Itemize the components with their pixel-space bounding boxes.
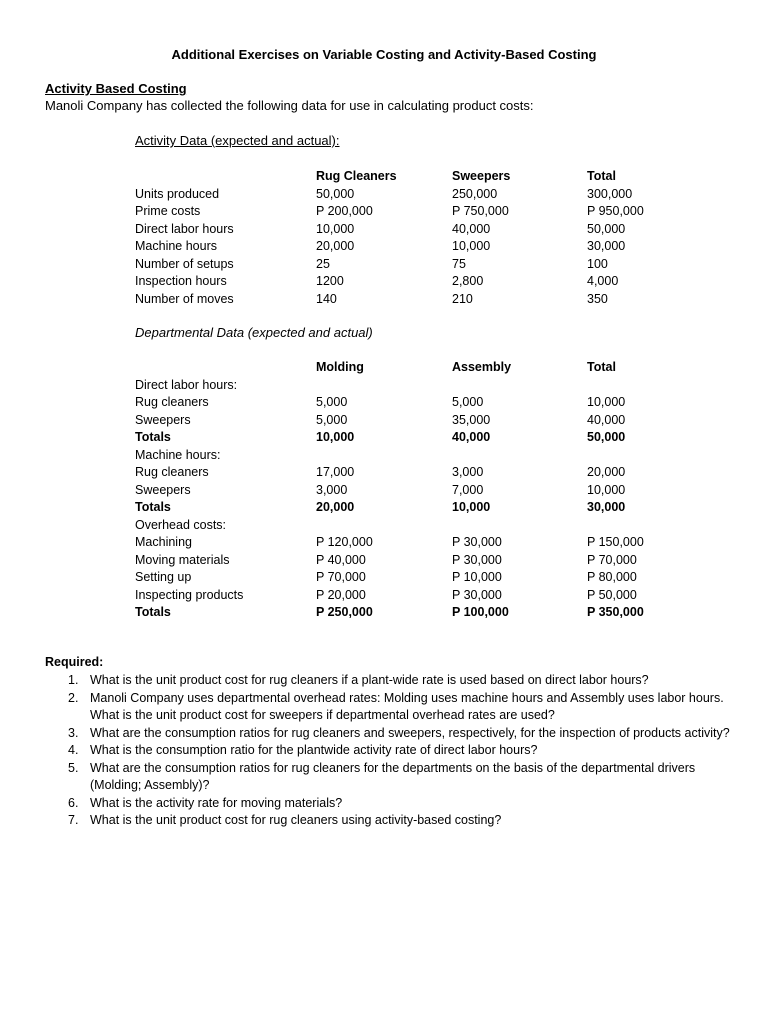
list-item-number: 3. — [68, 725, 79, 740]
table-cell: 10,000 — [587, 482, 626, 497]
row-label: Setting up — [135, 570, 192, 584]
row-label: Rug cleaners — [135, 395, 209, 409]
row-label: Number of setups — [135, 256, 234, 271]
list-item — [45, 760, 735, 795]
table-cell: 350 — [587, 291, 608, 306]
table-cell: 250,000 — [452, 186, 498, 201]
table-cell: P 70,000 — [587, 552, 637, 567]
table-cell: P 30,000 — [452, 535, 502, 549]
table-cell: 75 — [452, 256, 466, 271]
table-cell: 10,000 — [316, 430, 355, 444]
table-cell: 20,000 — [587, 465, 626, 479]
row-label: Sweepers — [135, 412, 191, 427]
departmental-data-table — [135, 359, 695, 621]
required-list — [45, 672, 735, 830]
list-item-text: What is the activity rate for moving materials? — [90, 795, 343, 810]
table-cell: 5,000 — [452, 395, 484, 409]
intro-text: Manoli Company has collected the following data for use in calculating product costs: — [45, 98, 534, 113]
list-item-number: 1. — [68, 673, 79, 687]
table-cell: 10,000 — [316, 221, 355, 236]
table-cell: 2,800 — [452, 274, 484, 288]
list-item — [45, 795, 735, 813]
table-cell: P 70,000 — [316, 570, 366, 584]
table-cell: 40,000 — [452, 430, 491, 444]
table-cell: P 30,000 — [452, 587, 502, 602]
list-item-text: What is the unit product cost for rug cleaners using activity-based costing? — [90, 813, 502, 827]
row-label: Totals — [135, 430, 171, 444]
column-header: Molding — [316, 360, 364, 374]
list-item-number: 4. — [68, 743, 79, 757]
list-item-text: What are the consumption ratios for rug cleaners for the departments on the basis of the departmental drivers (Molding; Assembly)? — [90, 760, 696, 792]
table-cell: 3,000 — [452, 465, 484, 479]
column-header: Rug Cleaners — [316, 169, 397, 183]
row-label: Moving materials — [135, 552, 230, 567]
table-cell: 5,000 — [316, 395, 348, 409]
row-label: Totals — [135, 605, 171, 619]
table-cell: 140 — [316, 291, 337, 306]
row-label: Inspecting products — [135, 587, 244, 602]
table-cell: 10,000 — [587, 395, 626, 409]
row-label: Machining — [135, 535, 192, 549]
row-label: Rug cleaners — [135, 465, 209, 479]
table-cell: 30,000 — [587, 239, 626, 253]
table-cell: 50,000 — [587, 430, 626, 444]
table-cell: 300,000 — [587, 186, 633, 201]
table-cell: P 30,000 — [452, 552, 502, 567]
activity-data-caption: Activity Data (expected and actual): — [135, 133, 340, 148]
departmental-data-caption: Departmental Data (expected and actual) — [135, 325, 373, 340]
table-cell: 35,000 — [452, 412, 491, 427]
column-header: Total — [587, 360, 616, 374]
table-cell: P 150,000 — [587, 535, 644, 549]
list-item-number: 5. — [68, 760, 79, 775]
list-item — [45, 812, 735, 830]
section-heading: Activity Based Costing — [45, 81, 187, 96]
list-item-text: What is the unit product cost for rug cleaners if a plant-wide rate is used based on direct labor hours? — [90, 673, 649, 687]
table-cell: P 10,000 — [452, 570, 502, 584]
row-label: Units produced — [135, 186, 220, 201]
list-item-text: Manoli Company uses departmental overhead rates: Molding uses machine hours and Assembly uses labor hours. What is the unit product cost for sweepers if departmental overhead rates are used? — [90, 690, 724, 722]
table-cell: P 40,000 — [316, 552, 366, 567]
list-item — [45, 742, 735, 760]
table-cell: 50,000 — [587, 221, 626, 236]
table-cell: P 750,000 — [452, 204, 509, 218]
table-cell: P 350,000 — [587, 605, 644, 619]
list-item — [45, 725, 735, 743]
table-cell: 20,000 — [316, 500, 355, 514]
list-item-number: 7. — [68, 813, 79, 827]
table-cell: P 200,000 — [316, 204, 373, 218]
row-label: Direct labor hours — [135, 221, 234, 236]
table-cell: 10,000 — [452, 239, 491, 253]
group-label-text: Machine hours: — [135, 447, 221, 462]
group-label-text: Overhead costs: — [135, 517, 227, 532]
row-label: Machine hours — [135, 239, 217, 253]
list-item-text: What is the consumption ratio for the plantwide activity rate of direct labor hours? — [90, 743, 538, 757]
table-cell: P 250,000 — [316, 605, 373, 619]
table-cell: 3,000 — [316, 482, 348, 497]
table-cell: P 950,000 — [587, 204, 644, 218]
group-label-text: Direct labor hours: — [135, 377, 238, 392]
required-heading: Required: — [45, 655, 104, 669]
table-cell: 4,000 — [587, 274, 619, 288]
column-header: Assembly — [452, 360, 512, 374]
table-cell: P 50,000 — [587, 587, 637, 602]
row-label: Inspection hours — [135, 274, 227, 288]
activity-data-table — [135, 168, 695, 308]
row-label: Number of moves — [135, 291, 234, 306]
table-cell: 50,000 — [316, 186, 355, 201]
column-header: Total — [587, 169, 616, 183]
table-cell: 100 — [587, 256, 608, 271]
table-cell: 40,000 — [452, 221, 491, 236]
list-item-text: What are the consumption ratios for rug cleaners and sweepers, respectively, for the inspection of products activity? — [90, 725, 730, 740]
table-cell: 20,000 — [316, 239, 355, 253]
table-cell: P 20,000 — [316, 587, 366, 602]
row-label: Prime costs — [135, 204, 201, 218]
list-item-number: 2. — [68, 690, 79, 705]
column-header: Sweepers — [452, 169, 511, 183]
table-cell: 30,000 — [587, 500, 626, 514]
list-item-number: 6. — [68, 795, 79, 810]
row-label: Totals — [135, 500, 171, 514]
table-cell: 7,000 — [452, 482, 484, 497]
list-item — [45, 672, 735, 690]
table-cell: 1200 — [316, 274, 344, 288]
table-cell: 40,000 — [587, 412, 626, 427]
table-cell: P 80,000 — [587, 570, 637, 584]
table-cell: P 120,000 — [316, 535, 373, 549]
table-cell: 10,000 — [452, 500, 491, 514]
table-cell: 210 — [452, 291, 473, 306]
list-item — [45, 690, 735, 725]
page-title: Additional Exercises on Variable Costing and Activity-Based Costing — [171, 47, 597, 62]
table-cell: 5,000 — [316, 412, 348, 427]
row-label: Sweepers — [135, 482, 191, 497]
table-cell: 17,000 — [316, 465, 355, 479]
table-cell: P 100,000 — [452, 605, 509, 619]
table-cell: 25 — [316, 256, 330, 271]
